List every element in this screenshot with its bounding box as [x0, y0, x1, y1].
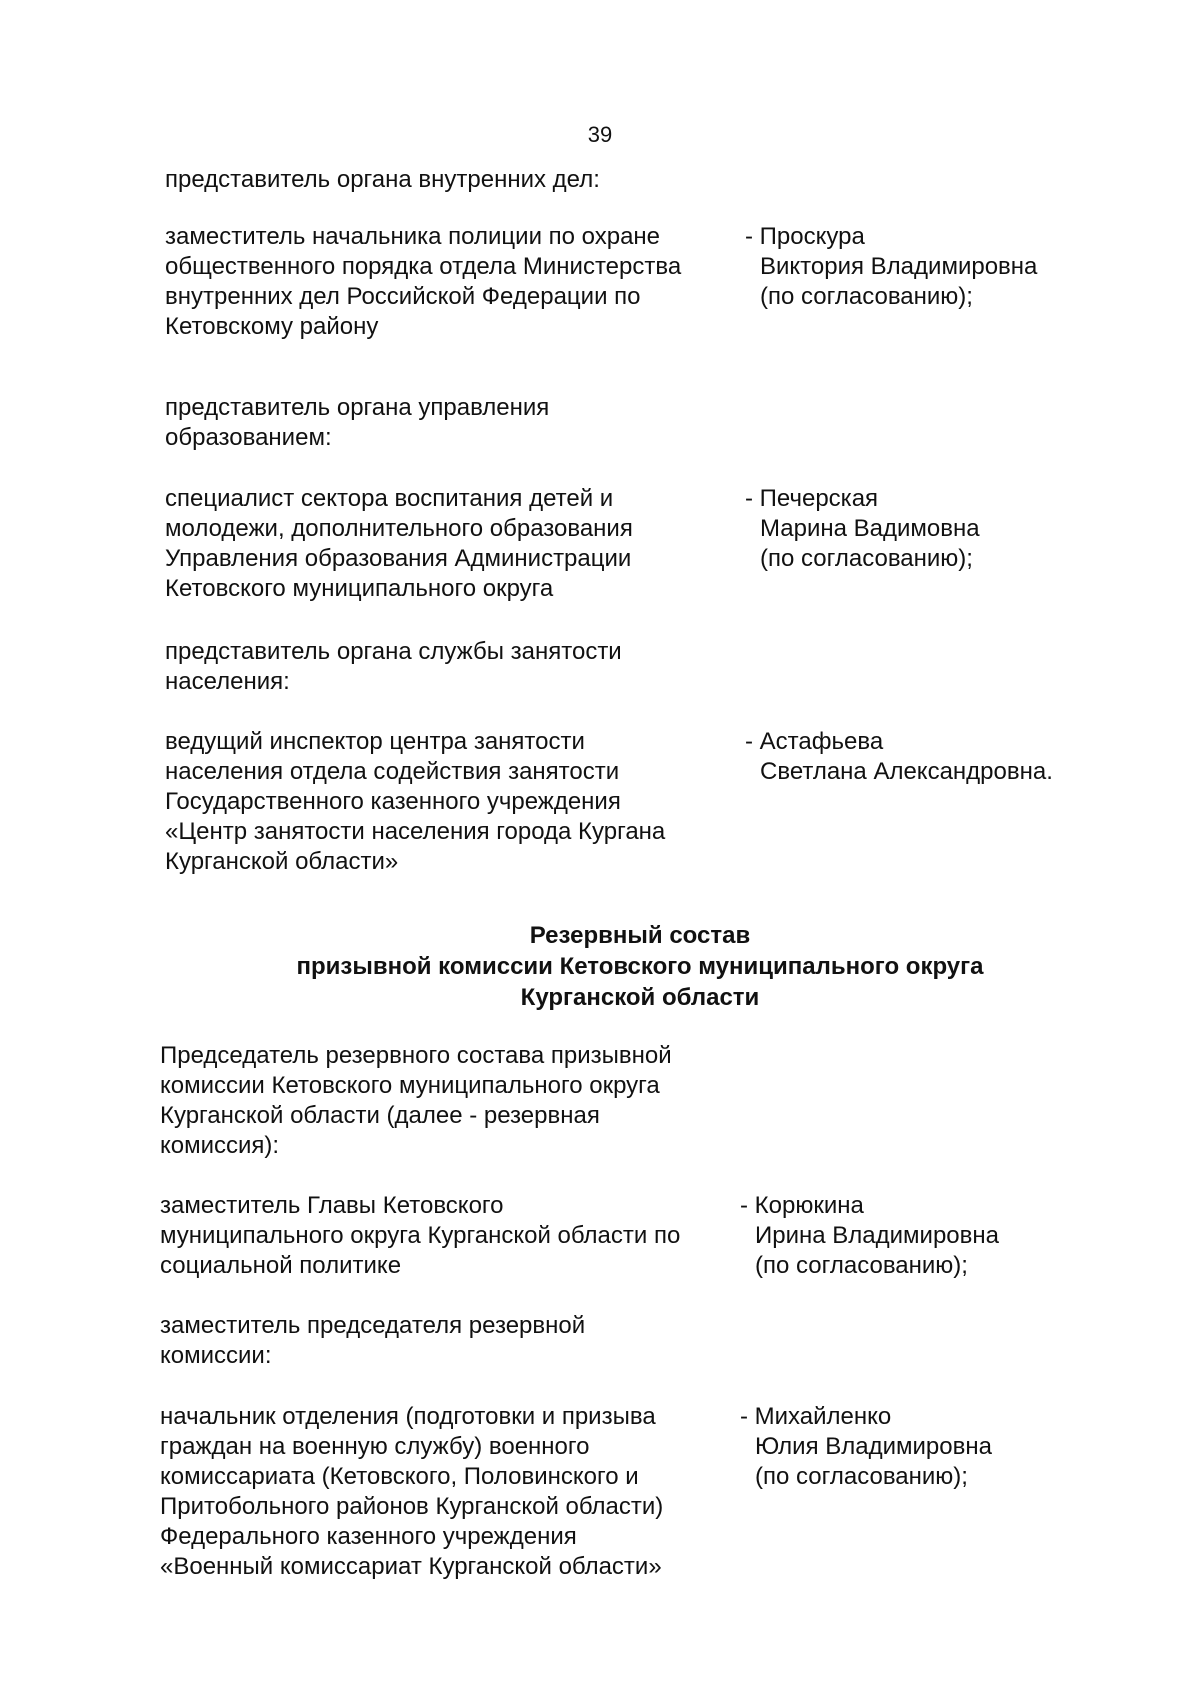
name-line: - Корюкина: [740, 1192, 864, 1219]
position-text: [160, 1402, 663, 1582]
heading-line: представитель органа службы занятости: [165, 638, 622, 665]
name-line: (по согласованию);: [755, 1252, 968, 1279]
person-name: [745, 222, 1037, 312]
heading-line: заместитель председателя резервной: [160, 1312, 586, 1339]
person-name: [745, 727, 1053, 787]
title-line: Резервный состав: [529, 922, 751, 949]
heading-line: Председатель резервного состава призывной: [160, 1042, 672, 1069]
position-line: начальник отделения (подготовки и призыва: [160, 1403, 656, 1430]
name-line: - Михайленко: [740, 1403, 892, 1430]
position-line: социальной политике: [160, 1252, 402, 1279]
heading-line: комиссии:: [160, 1342, 272, 1369]
heading-line: представитель органа внутренних дел:: [165, 166, 600, 193]
person-name: [740, 1191, 999, 1281]
name-line: Ирина Владимировна: [755, 1222, 999, 1249]
group-heading: [165, 637, 622, 697]
page-number: 39: [587, 122, 613, 147]
position-line: внутренних дел Российской Федерации по: [165, 283, 641, 310]
position-line: Курганской области»: [165, 848, 399, 875]
reserve-title: [200, 920, 1080, 1013]
name-line: Виктория Владимировна: [760, 253, 1038, 280]
person-name: [740, 1402, 992, 1492]
position-line: «Центр занятости населения города Кургана: [165, 818, 666, 845]
name-line: (по согласованию);: [755, 1463, 968, 1490]
position-line: граждан на военную службу) военного: [160, 1433, 590, 1460]
position-line: заместитель начальника полиции по охране: [165, 223, 661, 250]
name-line: Светлана Александровна.: [760, 758, 1053, 785]
name-line: - Проскура: [745, 223, 865, 250]
heading-line: образованием:: [165, 424, 332, 451]
position-line: Кетовскому району: [165, 313, 379, 340]
group-heading: [165, 393, 549, 453]
position-text: [165, 222, 681, 342]
name-line: Марина Вадимовна: [760, 515, 980, 542]
name-line: - Астафьева: [745, 728, 884, 755]
title-line: призывной комиссии Кетовского муниципального округа: [296, 953, 984, 980]
position-line: ведущий инспектор центра занятости: [165, 728, 585, 755]
heading-line: Курганской области (далее - резервная: [160, 1102, 600, 1129]
position-line: молодежи, дополнительного образования: [165, 515, 633, 542]
position-line: Притобольного районов Курганской области): [160, 1493, 664, 1520]
heading-line: комиссия):: [160, 1132, 280, 1159]
heading-line: населения:: [165, 668, 290, 695]
group-heading: [160, 1311, 585, 1371]
position-text: [165, 727, 665, 877]
position-line: Государственного казенного учреждения: [165, 788, 621, 815]
position-line: специалист сектора воспитания детей и: [165, 485, 614, 512]
name-line: - Печерская: [745, 485, 879, 512]
position-line: «Военный комиссариат Курганской области»: [160, 1553, 662, 1580]
name-line: (по согласованию);: [760, 545, 973, 572]
position-line: Управления образования Администрации: [165, 545, 632, 572]
position-line: Федерального казенного учреждения: [160, 1523, 577, 1550]
position-line: Кетовского муниципального округа: [165, 575, 554, 602]
person-name: [745, 484, 980, 574]
position-text: [160, 1191, 680, 1281]
name-line: (по согласованию);: [760, 283, 973, 310]
position-line: заместитель Главы Кетовского: [160, 1192, 504, 1219]
position-line: комиссариата (Кетовского, Половинского и: [160, 1463, 639, 1490]
heading-line: комиссии Кетовского муниципального округа: [160, 1072, 660, 1099]
group-heading: [160, 1041, 672, 1161]
title-line: Курганской области: [520, 984, 760, 1011]
name-line: Юлия Владимировна: [755, 1433, 992, 1460]
position-line: населения отдела содействия занятости: [165, 758, 620, 785]
position-text: [165, 484, 633, 604]
heading-line: представитель органа управления: [165, 394, 550, 421]
position-line: общественного порядка отдела Министерства: [165, 253, 682, 280]
position-line: муниципального округа Курганской области по: [160, 1222, 681, 1249]
group-heading: [165, 165, 600, 195]
